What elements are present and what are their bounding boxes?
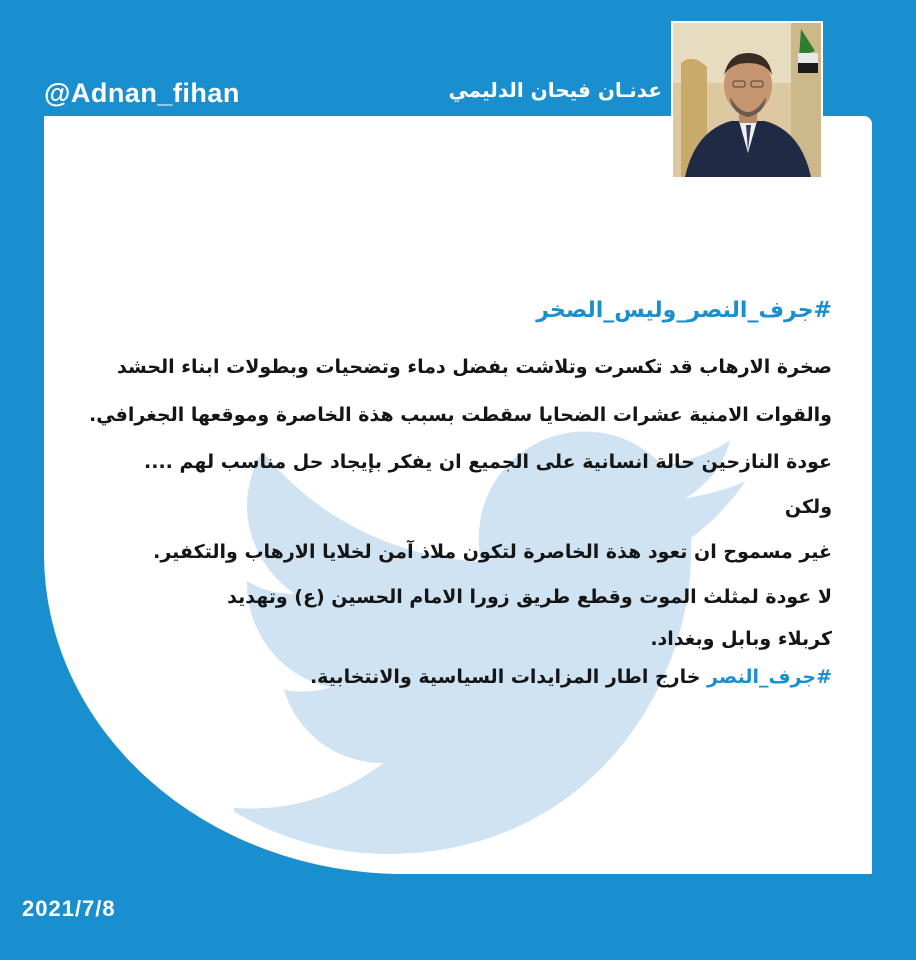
content-card (44, 116, 872, 874)
post-line: صخرة الارهاب قد تكسرت وتلاشت بفضل دماء وتضحيات وبطولات ابناء الحشد (117, 356, 832, 378)
post-line: كربلاء وبابل وبغداد. (650, 628, 832, 650)
person-portrait-icon (673, 23, 821, 177)
author-name: عدنـان فيحان الدليمي (448, 78, 662, 102)
twitter-handle: @Adnan_fihan (44, 78, 240, 108)
title-hashtag[interactable]: #جرف_النصر_وليس_الصخر (536, 298, 832, 323)
closing-line (310, 666, 832, 688)
profile-photo (671, 21, 823, 179)
closing-text: خارج اطار المزايدات السياسية والانتخابية. (309, 666, 701, 688)
post-line: لا عودة لمثلث الموت وقطع طريق زورا الامام الحسين (ع) وتهديد (227, 586, 832, 608)
closing-hashtag[interactable]: #جرف_النصر (707, 666, 832, 688)
post-line: والقوات الامنية عشرات الضحايا سقطت بسبب هذة الخاصرة وموقعها الجغرافي. (88, 404, 832, 426)
post-line: غير مسموح ان تعود هذة الخاصرة لتكون ملاذ آمن لخلايا الارهاب والتكفير. (153, 541, 832, 563)
post-line: ولكن (784, 496, 832, 518)
post-line: عودة النازحين حالة انسانية على الجميع ان يفكر بإيجاد حل مناسب لهم .... (144, 451, 832, 473)
post-date: 2021/7/8 (22, 896, 116, 921)
